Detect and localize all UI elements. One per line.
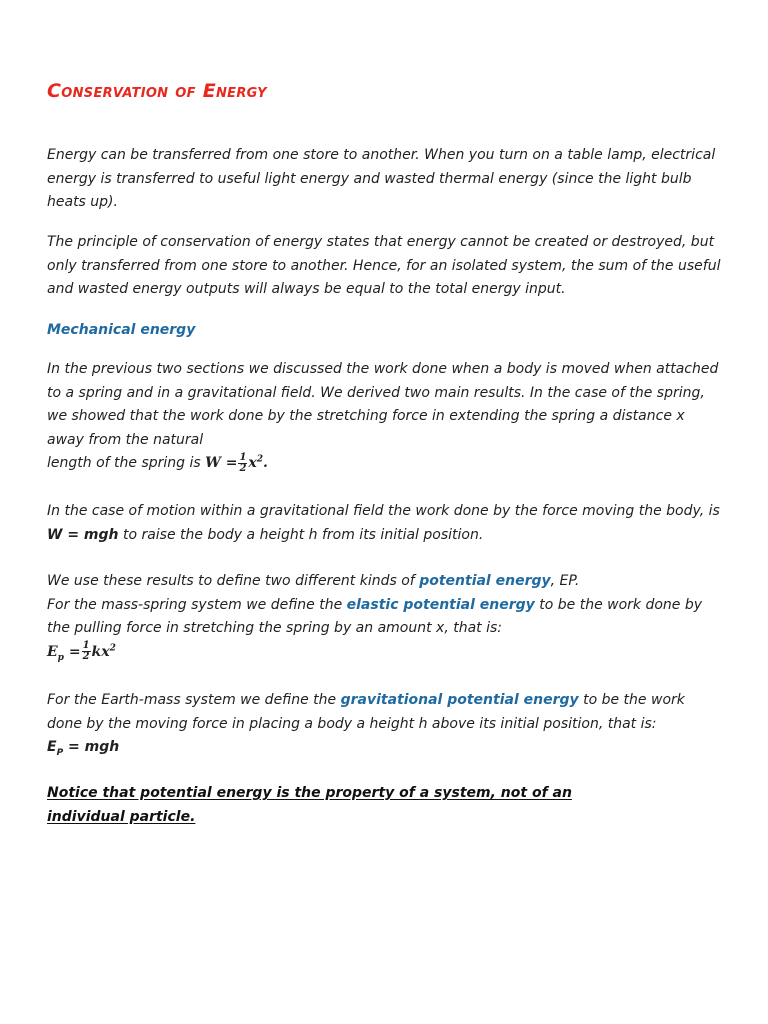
- notice-note: [47, 781, 572, 829]
- page-title: Conservation of Energy: [47, 80, 267, 102]
- notice-line-1: Notice that potential energy is the property of a system, not of an: [47, 785, 572, 801]
- ep-fraction: [82, 641, 91, 662]
- formula-period: .: [263, 455, 268, 471]
- formula-exponent: 2: [256, 454, 264, 465]
- spring-work-paragraph: [47, 358, 723, 476]
- gp-symbol: E: [47, 739, 57, 755]
- formula-fraction: [238, 453, 247, 474]
- elastic-formula: [47, 640, 116, 663]
- gp-rhs: = mgh: [63, 739, 120, 755]
- highlight-elastic-potential-energy: elastic potential energy: [346, 596, 535, 613]
- ep-numerator: 1: [82, 640, 90, 651]
- ep-subscript: p: [57, 652, 64, 663]
- gp-subscript: P: [56, 747, 64, 758]
- spring-work-text-end: length of the spring is: [47, 455, 206, 471]
- gravity-work-text: In the case of motion within a gravitational field the work done by the force moving the body, is: [47, 503, 720, 519]
- formula-lhs: W =: [205, 455, 238, 471]
- ep-equals: =: [63, 643, 81, 660]
- fraction-denominator: 2: [239, 462, 247, 474]
- potential-energy-paragraph: [47, 570, 723, 664]
- gravitational-potential-paragraph: [47, 689, 723, 760]
- ep-variable: kx: [91, 643, 110, 660]
- fraction-numerator: 1: [239, 451, 247, 463]
- gravity-work-text-end: to raise the body a height h from its initial position.: [118, 526, 484, 543]
- spring-work-text: In the previous two sections we discussed the work done when a body is moved when attached to a spring and in a gravitational field. We derived two main results. In the case of the spring, we showed that the work done by the stretching force in extending the spring a distance x away from the natural: [47, 361, 719, 448]
- highlight-potential-energy: potential energy: [419, 573, 551, 589]
- ep-symbol: E: [47, 643, 58, 660]
- elastic-text: For the mass-spring system we define the: [47, 596, 347, 613]
- section-heading-mechanical-energy: Mechanical energy: [47, 322, 196, 338]
- ep-denominator: 2: [82, 651, 90, 662]
- notice-line-2: individual particle.: [47, 809, 196, 825]
- gravity-work-paragraph: [47, 500, 723, 547]
- gravitational-text-end: to be the work done by the moving force in placing a body a height h above its initial position, that is:: [47, 692, 685, 732]
- spring-work-formula: [205, 451, 268, 474]
- gravity-work-formula: W = mgh: [47, 526, 119, 543]
- intro-paragraph-2: The principle of conservation of energy states that energy cannot be created or destroyed, but only transferred from one store to another. Hence, for an isolated system, the sum of the useful and wasted energy outputs will always be equal to the total energy input.: [47, 234, 721, 297]
- highlight-gravitational-potential-energy: gravitational potential energy: [340, 692, 579, 708]
- formula-variable: x: [248, 455, 257, 471]
- intro-paragraph-1: Energy can be transferred from one store to another. When you turn on a table lamp, electrical energy is transferred to useful light energy and wasted thermal energy (since the light bulb heats up).: [47, 147, 716, 210]
- potential-intro-text-end: , EP.: [550, 573, 580, 589]
- gravitational-formula: [47, 739, 120, 758]
- potential-intro-text: We use these results to define two different kinds of: [47, 573, 420, 589]
- gravitational-text: For the Earth-mass system we define the: [47, 692, 341, 708]
- elastic-text-end: to be the work done by the pulling force in stretching the spring by an amount x, that is:: [47, 596, 703, 636]
- ep-exponent: 2: [109, 642, 116, 653]
